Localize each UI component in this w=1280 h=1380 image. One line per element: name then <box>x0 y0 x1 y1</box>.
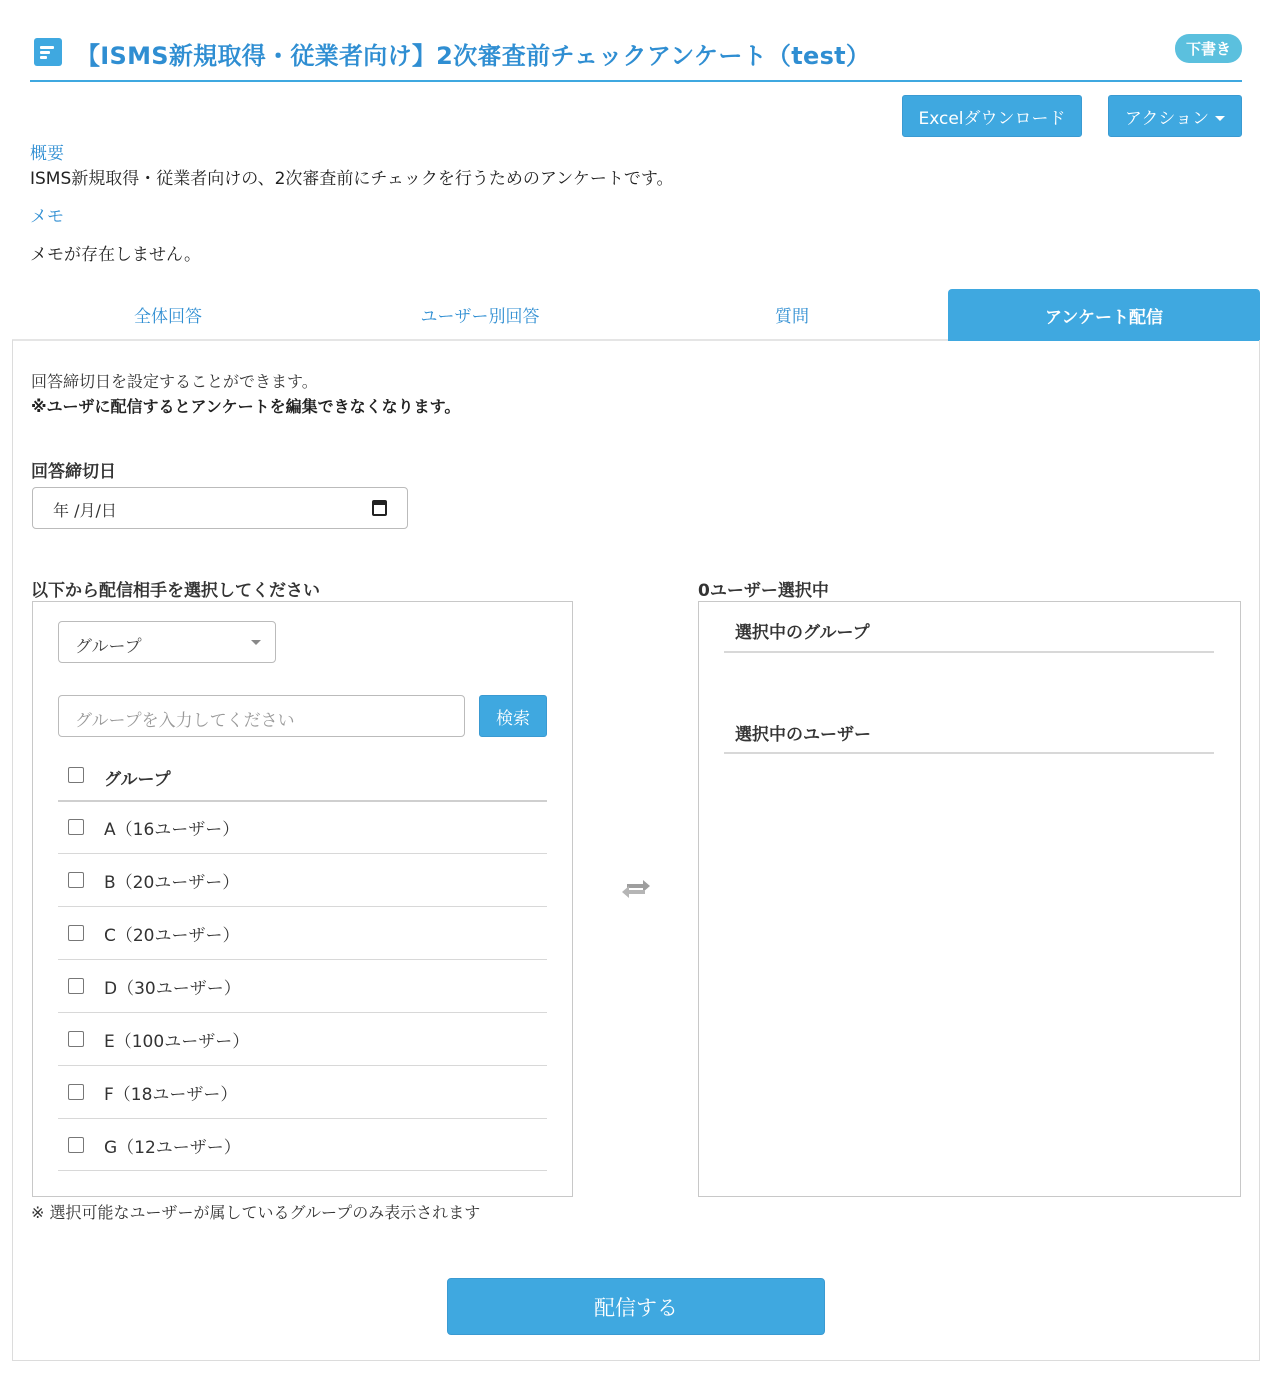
selected-groups-heading: 選択中のグループ <box>735 623 870 643</box>
row-divider <box>58 853 547 854</box>
select-all-checkbox[interactable] <box>68 767 84 783</box>
group-search-placeholder: グループを入力してください <box>75 711 295 731</box>
calendar-icon[interactable] <box>372 500 387 516</box>
summary-text: ISMS新規取得・従業者向けの、2次審査前にチェックを行うためのアンケートです。 <box>30 169 674 189</box>
row-divider <box>58 1065 547 1066</box>
group-checkbox-c[interactable] <box>68 925 84 941</box>
intro-text: 回答締切日を設定することができます。 <box>31 372 318 391</box>
distribute-button[interactable]: 配信する <box>447 1278 825 1335</box>
page-title: 【ISMS新規取得・従業者向け】2次審査前チェックアンケート（test） <box>76 42 871 70</box>
recipient-selector-box <box>32 601 573 1197</box>
group-checkbox-a[interactable] <box>68 819 84 835</box>
group-label-d: D（30ユーザー） <box>104 979 241 999</box>
group-label-a: A（16ユーザー） <box>104 820 240 840</box>
header-divider <box>58 800 547 802</box>
group-checkbox-d[interactable] <box>68 978 84 994</box>
page-header <box>30 30 1242 82</box>
group-column-header: グループ <box>104 770 171 790</box>
document-icon <box>34 38 62 66</box>
deadline-label: 回答締切日 <box>31 462 116 482</box>
warning-text: ※ユーザに配信するとアンケートを編集できなくなります。 <box>31 397 461 416</box>
action-button-label: アクション <box>1124 108 1210 129</box>
tab-questions[interactable]: 質問 <box>636 289 948 341</box>
selected-count-heading: 0ユーザー選択中 <box>698 581 829 601</box>
tab-overall-answers[interactable]: 全体回答 <box>12 289 324 341</box>
row-divider <box>58 906 547 907</box>
group-checkbox-f[interactable] <box>68 1084 84 1100</box>
memo-label: メモ <box>30 207 64 227</box>
search-button[interactable]: 検索 <box>479 695 547 737</box>
group-label-e: E（100ユーザー） <box>104 1032 250 1052</box>
group-label-g: G（12ユーザー） <box>104 1138 241 1158</box>
recipient-type-value: グループ <box>75 637 142 657</box>
status-badge: 下書き <box>1175 34 1242 63</box>
select-recipient-heading: 以下から配信相手を選択してください <box>31 581 320 601</box>
swap-arrows-icon <box>621 876 651 900</box>
group-checkbox-e[interactable] <box>68 1031 84 1047</box>
row-divider <box>58 1012 547 1013</box>
summary-label: 概要 <box>30 144 64 164</box>
caret-down-icon <box>1215 116 1225 121</box>
memo-text: メモが存在しません。 <box>30 245 202 265</box>
group-search-input[interactable] <box>58 695 465 737</box>
selected-users-divider <box>724 752 1214 754</box>
group-checkbox-g[interactable] <box>68 1137 84 1153</box>
excel-download-button[interactable]: Excelダウンロード <box>902 95 1082 137</box>
row-divider <box>58 1118 547 1119</box>
recipient-type-select[interactable] <box>58 621 276 663</box>
deadline-date-placeholder: 年 /月/日 <box>53 501 117 520</box>
group-checkbox-b[interactable] <box>68 872 84 888</box>
selected-users-heading: 選択中のユーザー <box>735 725 871 745</box>
action-dropdown-button[interactable] <box>1108 95 1242 137</box>
group-label-f: F（18ユーザー） <box>104 1085 238 1105</box>
group-label-c: C（20ユーザー） <box>104 926 240 946</box>
tab-distribution[interactable]: アンケート配信 <box>948 289 1260 341</box>
row-divider <box>58 1170 547 1171</box>
tab-user-answers[interactable]: ユーザー別回答 <box>324 289 636 341</box>
group-note: ※ 選択可能なユーザーが属しているグループのみ表示されます <box>31 1203 481 1222</box>
chevron-down-icon <box>251 640 261 645</box>
deadline-date-input[interactable] <box>32 487 408 529</box>
selected-groups-divider <box>724 651 1214 653</box>
group-label-b: B（20ユーザー） <box>104 873 240 893</box>
tab-bar <box>12 289 1260 341</box>
selected-recipients-box <box>698 601 1241 1197</box>
row-divider <box>58 959 547 960</box>
